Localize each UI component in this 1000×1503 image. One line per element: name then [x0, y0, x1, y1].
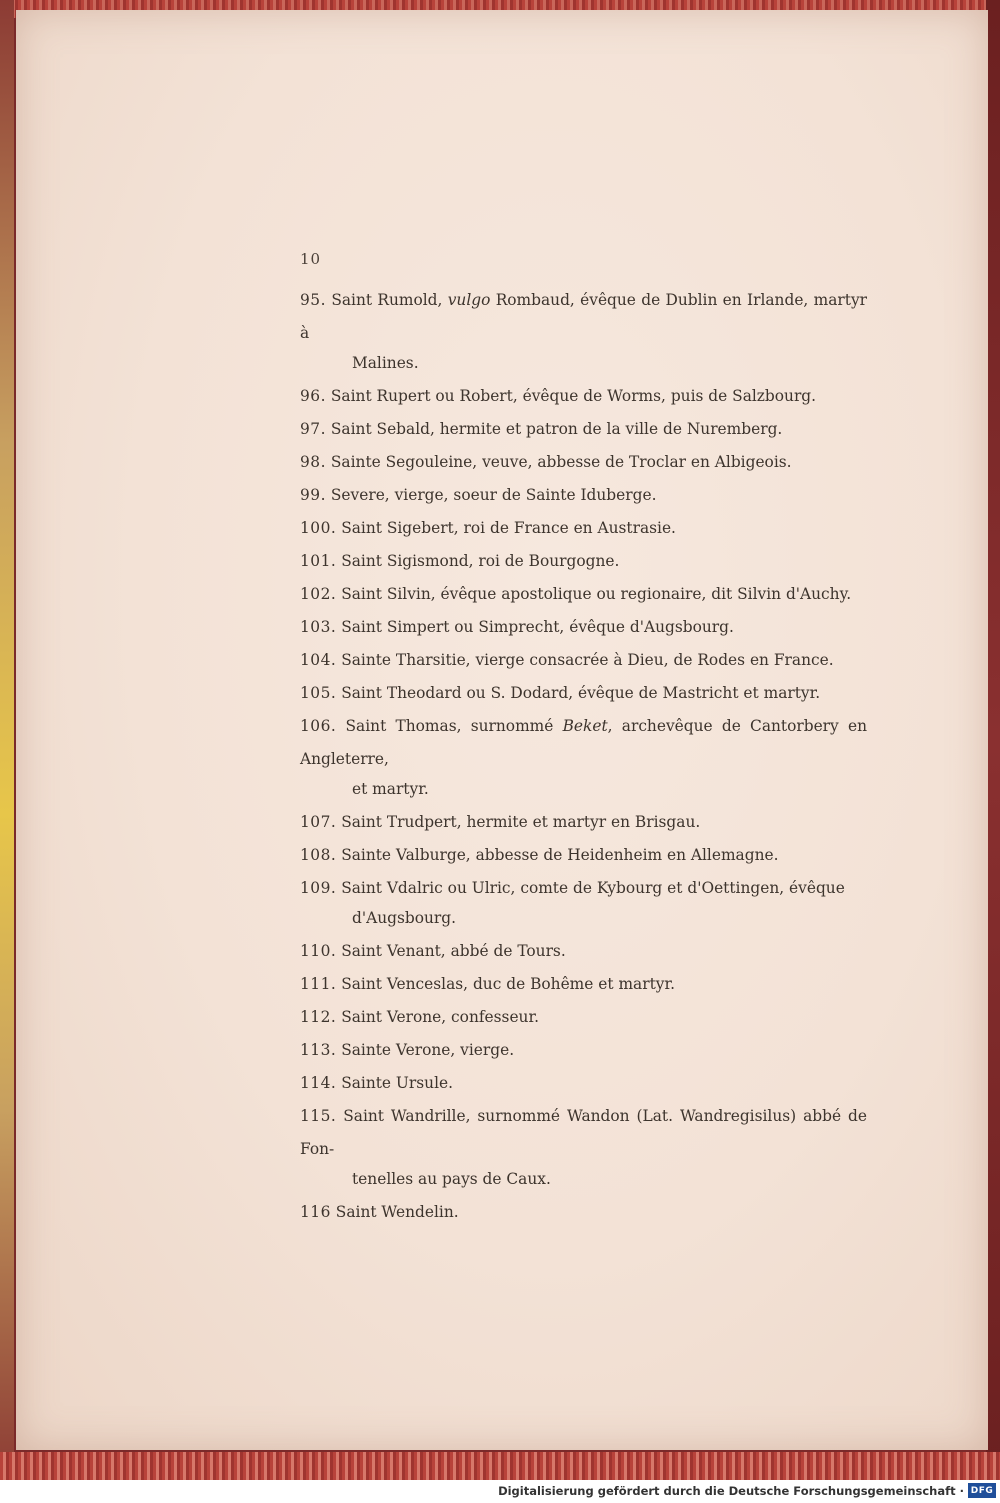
entry-continuation: d'Augsbourg.	[352, 909, 456, 927]
list-item	[300, 380, 867, 413]
entry-number: 115.	[300, 1107, 337, 1125]
entry-text: Saint Sigebert, roi de France en Austrasie.	[341, 519, 676, 537]
entry-number: 104.	[300, 651, 337, 669]
entry-number: 108.	[300, 846, 337, 864]
entry-number: 114.	[300, 1074, 337, 1092]
dfg-logo: DFG	[968, 1483, 996, 1498]
entry-text: Saint Trudpert, hermite et martyr en Brisgau.	[341, 813, 701, 831]
entry-text: Severe, vierge, soeur de Sainte Iduberge.	[330, 486, 657, 504]
entry-number: 98.	[300, 453, 326, 471]
binding-bottom-edge	[0, 1452, 1000, 1480]
entry-number: 97.	[300, 420, 326, 438]
binding-right-edge	[986, 0, 1000, 1480]
entry-number: 113.	[300, 1041, 337, 1059]
list-item	[300, 935, 867, 968]
entry-text: Saint Vdalric ou Ulric, comte de Kybourg et d'Oettingen, évêque	[341, 879, 845, 897]
entry-number: 96.	[300, 387, 326, 405]
entry-number: 112.	[300, 1008, 337, 1026]
list-item	[300, 644, 867, 677]
list-item	[300, 806, 867, 839]
entry-italic: Beket	[562, 717, 608, 735]
entry-italic: vulgo	[447, 291, 491, 309]
entry-text: Saint Venceslas, duc de Bohême et martyr.	[341, 975, 676, 993]
entry-number: 103.	[300, 618, 337, 636]
entry-text-rest: Rombaud, évêque de Dublin en Irlande, martyr à	[300, 291, 867, 342]
entry-text: Saint Venant, abbé de Tours.	[341, 942, 566, 960]
entry-text: Sainte Ursule.	[341, 1074, 453, 1092]
entry-text: Saint Theodard ou S. Dodard, évêque de Mastricht et martyr.	[341, 684, 821, 702]
entry-number: 111.	[300, 975, 337, 993]
entry-continuation: tenelles au pays de Caux.	[352, 1170, 551, 1188]
entry-number: 106.	[300, 717, 337, 735]
entry-number: 107.	[300, 813, 337, 831]
entry-continuation: et martyr.	[352, 780, 429, 798]
entry-number: 101.	[300, 552, 337, 570]
list-item	[300, 1034, 867, 1067]
list-item	[300, 872, 867, 935]
list-item	[300, 839, 867, 872]
list-item	[300, 479, 867, 512]
entry-number: 110.	[300, 942, 337, 960]
list-item	[300, 611, 867, 644]
list-item	[300, 1001, 867, 1034]
entry-number: 95.	[300, 291, 326, 309]
entry-list	[300, 284, 867, 1229]
entry-text: Saint Thomas, surnommé	[345, 717, 563, 735]
list-item	[300, 710, 867, 806]
entry-text: Saint Sebald, hermite et patron de la ville de Nuremberg.	[330, 420, 783, 438]
entry-number: 99.	[300, 486, 326, 504]
entry-number: 116	[300, 1203, 331, 1221]
entry-number: 100.	[300, 519, 337, 537]
funding-credit: Digitalisierung gefördert durch die Deutsche Forschungsgemeinschaft ·	[498, 1484, 964, 1498]
binding-left-edge	[0, 0, 14, 1480]
list-item	[300, 677, 867, 710]
list-item	[300, 1196, 867, 1229]
entry-continuation: Malines.	[352, 354, 419, 372]
entry-text: Saint Rumold,	[331, 291, 448, 309]
entry-text: Sainte Segouleine, veuve, abbesse de Troclar en Albigeois.	[330, 453, 792, 471]
list-item	[300, 512, 867, 545]
entry-number: 109.	[300, 879, 337, 897]
entry-number: 102.	[300, 585, 337, 603]
list-item	[300, 578, 867, 611]
list-item	[300, 1100, 867, 1196]
footer-bar	[0, 1480, 1000, 1503]
list-item	[300, 284, 867, 380]
list-item	[300, 968, 867, 1001]
entry-text: Saint Simpert ou Simprecht, évêque d'Augsbourg.	[341, 618, 734, 636]
list-item	[300, 545, 867, 578]
entry-text: Saint Wendelin.	[335, 1203, 459, 1221]
entry-text: Sainte Verone, vierge.	[341, 1041, 515, 1059]
entry-text: Saint Silvin, évêque apostolique ou regionaire, dit Silvin d'Auchy.	[341, 585, 852, 603]
entry-text: Sainte Tharsitie, vierge consacrée à Dieu, de Rodes en France.	[341, 651, 834, 669]
entry-text: Saint Verone, confesseur.	[341, 1008, 540, 1026]
entry-text-rest: , archevêque de Cantorbery en Angleterre,	[300, 717, 867, 768]
entry-text: Sainte Valburge, abbesse de Heidenheim en Allemagne.	[341, 846, 779, 864]
list-item	[300, 446, 867, 479]
entry-text: Saint Rupert ou Robert, évêque de Worms, puis de Salzbourg.	[330, 387, 817, 405]
entry-number: 105.	[300, 684, 337, 702]
list-item	[300, 1067, 867, 1100]
page-number: 10	[300, 250, 322, 268]
list-item	[300, 413, 867, 446]
entry-text: Saint Sigismond, roi de Bourgogne.	[341, 552, 620, 570]
entry-text: Saint Wandrille, surnommé Wandon (Lat. Wandregisilus) abbé de Fon-	[300, 1107, 867, 1158]
